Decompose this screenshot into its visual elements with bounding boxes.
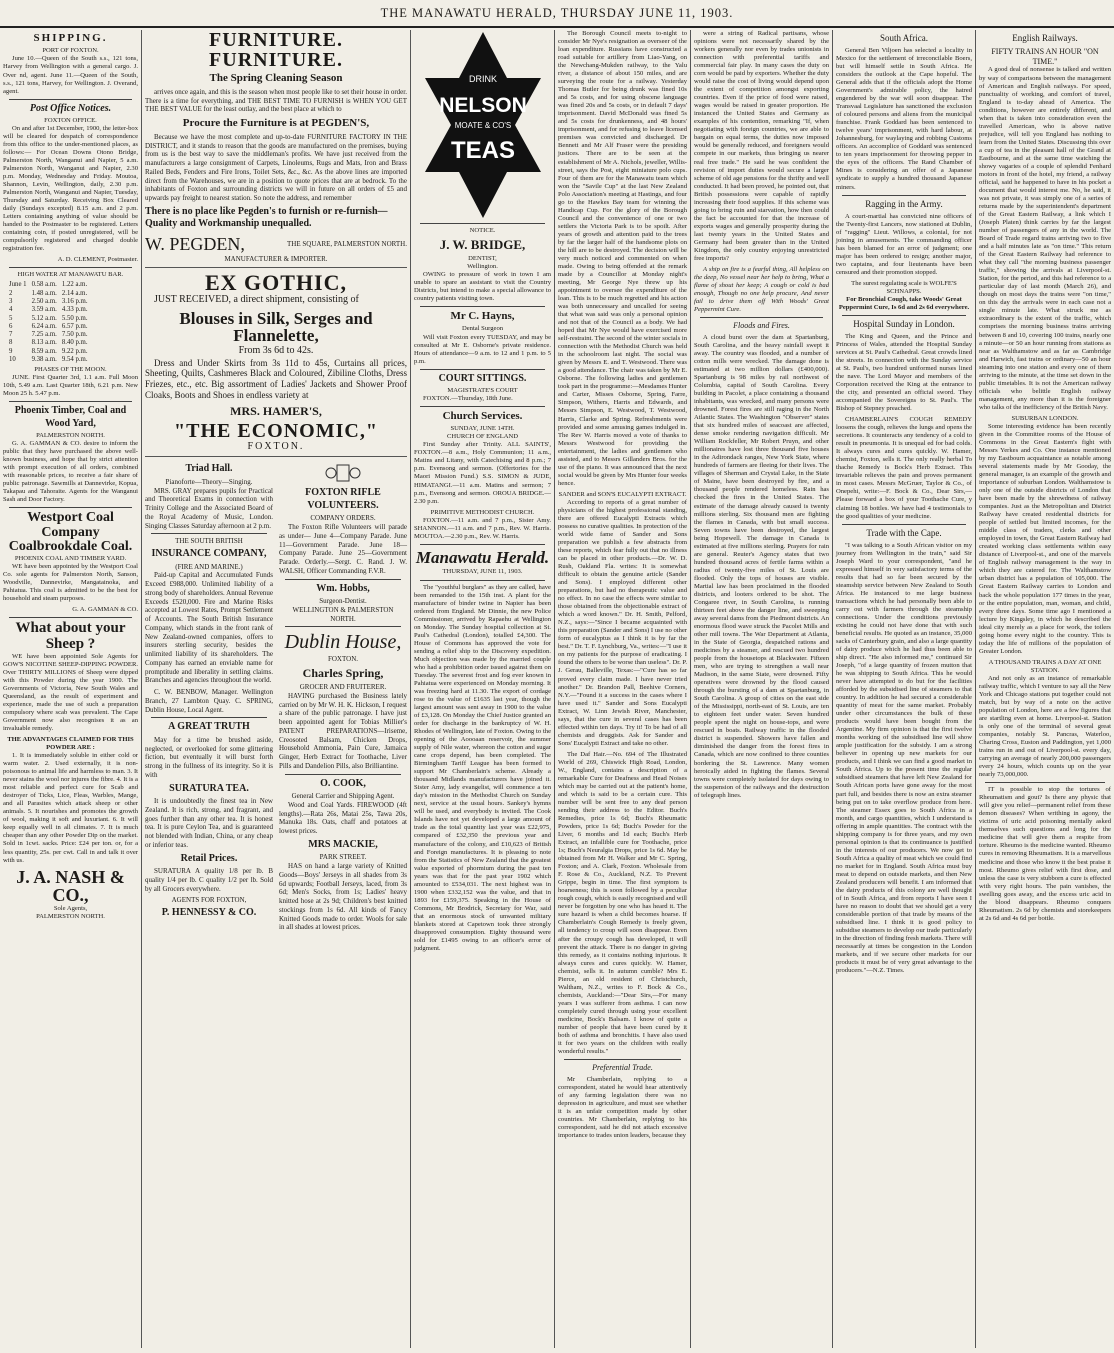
tea-nelson: NELSON: [438, 94, 527, 117]
insurance-heading: THE SOUTH BRITISH: [175, 537, 243, 546]
church-subheading: CHURCH OF ENGLAND: [446, 433, 519, 441]
hayns-name: Mr C. Hayns,: [450, 310, 515, 323]
suratura-text: It is undoubtedly the finest tea in New Zealand. It is rich, strong, and fragrant, and goes further than any other tea. It is honest tea. It is pure Ceylon Tea, and is guaranteed not blended with Indian, China, or any cheap or inferior teas.: [145, 797, 273, 849]
south-africa-heading: South Africa.: [880, 33, 928, 43]
timber-text: G. A. GAMMAN & CO. desire to inform the public that they have purchased the above well-known business, and hope that by strict attention with prompt execution of all orders, combined with reasonable prices, to receive a fair share of public patronage. Sawmills at Dannevirke, Kopua, Takapau and Tahoraite. Agents for the Wanganui Sash and Door Factory.: [3, 439, 138, 503]
blouses-price: From 3s 6d to 42s.: [238, 345, 314, 357]
mackie-subheading: PARK STREET.: [319, 853, 367, 862]
tide-cell: 7: [9, 331, 13, 339]
nash-subheading: Sole Agents,: [53, 905, 88, 913]
local-news-text: The Borough Council meets to-night to consider Mr Nye's resignation as overseer of the loan expenditure. Russians have constructed a road suitable for artillery from Liao-Yang, on the Newchang-Mukden railway, to the Yalu river, a distance of about 150 miles, and are surveying the route for a railway. Yesterday Thomas Butler for being drunk was fined 10s and 5s costs, and for using obscene language was fined 20s and 5s costs, or in default 7 days' imprisonment. David McDonald was fined 5s and 5s costs for drunkenness, and 48 hours' imprisonment, and for refusing to leave licensed premises was convicted and discharged. Dr Bennett and Mr Alf Fraser were the presiding justices. There are to be seen at the establishment of Mr A. Nichols, jeweller, Willis-street, says the Post, eight miniature polo cups. Four of them are for the Manawatu team which won the "Savile Cup" at the last New Zealand Polo Association's meeting at Hastings, and four go to the Hawkes Bay team for winning the Handicap Cup. For the glory of the Borough Council and the convenience of one or two settlers the Victoria Park is to be spoilt. After years of growth and attention paid to the trees by far the larger half of the handsome plots on the hill are to be destroyed. The decision will be very much noticed and commented on when made. Owing to being offended at the remark made by a Councillor at Monday night's meeting, Mr George Nye threw up his appointment to oversee the expenditure of the loan. This is to be much regretted and his action was both unnecessary and uncalled for seeing that what was said was only a personal opinion and not that of the Council as a body. We had hoped that Mr Nye would have exercised more self-restraint. The second of the winter socials in connection with the Methodist Church was held in the schoolroom last night. The social was given by Messrs E. and T. Westwood. There was a good attendance. The chair was taken by Mr E. Osborne. The following ladies and gentlemen took part in the programme:—Mesdames Hunter and Carter, Misses Osborne, Spring, Farre, Simpson, Withers, Harris and Edwards, and Messrs Simpson, E. Westwood, T. Westwood, Harris, Clarke and Spring. Refreshments were provided and some amusing games indulged in. The Rev W. Harris moved a vote of thanks to Messrs Westwood for providing the entertainment, the ladies and gentlemen who assisted, and to Messrs Gillanders Bros. for the use of the piano. It was announced that the next social would be given by Mrs Hunter four weeks hence.: [558, 30, 687, 487]
dublin-heading: Dublin House,: [284, 631, 402, 654]
cape-text: "I was talking to a South African visitor on my journey from Wellington in the train," said Sir Joseph Ward to your correspondent, "and he expressed himself in very satisfactory terms of the results that had so far been secured by the steamship service between New Zealand to South Africa. He instanced to me large business transactions which he had personally been able to carry out with farmers through the steamship connections. Under the conditions previously existing he could not have done that with such beneficial results. He quoted as an instance, 35,000 sacks of Canterbury grain, and also a large quantity of dairy produce which he had thus been able to ship direct. "He also informed me," continued Sir Joseph, "of a large quantity of frozen mutton that he was shipping to South Africa. This he would never have attempted to do but for the facilities afforded by the subsidised line of steamers to that country. In addition he had secured a considerable quantity of meat for the same market. Probably under other circumstances the bulk of these products would have been bought from the Argentine. My firm opinion is that the first twelve months working of the subsidised line will show ample justification for the subsidy. I am a strong believer in opening up new markets for our products, and I think we can find a good market in South Africa. Up to the present time the regular subsidised steamers that have left New Zealand for South African ports have gone away for the most part full, and besides there is now an extra steamer being put on to take overflow produce from here. The steamer Essex goes to South Africa in a month, and cargo quantities, which I understand is offering in ample quantities. The contract with the shipping company is for three years, and my own personal opinion is that its continuance is justified in the interests of our producers. We now get to South Africa a quality of meat which we could find no market for in England. South Africa must buy meat to depend on outside markets, and then New Zealand producers will benefit. I am informed that the dairy products of this colony are well thought of in South Africa, and from reports I have seen I have no reason to doubt that we should get a very considerable portion of that trade by means of the subsidised line. I think it is good policy to subsidise steamers to develop our trade particularly in the direction of finding fresh markets. There will necessarily at times be congestion in the London markets, and if we secure other markets for our products it must be of very great advantage to the producers."—N.Z. Times.: [836, 541, 972, 975]
tide-cell: 8.59 a.m.: [31, 347, 57, 355]
triad-subheading: Pianoforte—Theory—Singing.: [165, 477, 253, 486]
tide-row: [9, 298, 93, 306]
bridge-place: Wellington.: [467, 262, 498, 270]
nash-place: PALMERSTON NORTH.: [36, 913, 105, 921]
tide-cell: 0.58 a.m.: [31, 281, 57, 289]
wolfe-text: The surest regulating scale is WOLFE'S SCHNAPPS.: [851, 279, 957, 295]
rifle-heading: FOXTON RIFLE VOLUNTEERS.: [305, 487, 381, 511]
column-7: [976, 30, 1114, 1348]
shipping-subheading: PORT OF FOXTON.: [42, 47, 99, 55]
economic-place: FOXTON.: [247, 440, 305, 452]
cook-heading: O. COOK,: [320, 777, 366, 789]
retail-text: SURATURA A quality 1/8 per lb. B quality 1/4 per lb. C quality 1/2 per lb. Sold by all Grocers everywhere.: [145, 867, 273, 893]
dublin-place: FOXTON.: [327, 655, 358, 664]
rheumo-text: IT is possible to stop the tortures of Rheumatism and gout? Is there any physic that will give you relief—permanent relief from these demon diseases? When writhing in agony, the victims of uric acid poisoning mentally asked themselves such questions and long for the medicine that will give them a respite from torture. Rheumo is the medicine wanted. Rheumo cures in removing Rheumatism. It is a marvellous medicine and those who know it the best praise it most. Rheumo gives relief with first dose, and unless the case is very stubborn a cure is effected with very right hours. The pain vanishes, the swelling goes away, and the excess uric acid in the blood disappears. Rheumo conquers Rheumatism. 2s 6d by chemists and storekeepers at 2s 6d and 4s 6d per bottle.: [979, 786, 1111, 922]
column-3: [411, 30, 554, 1348]
hobbs-place: WELLINGTON & PALMERSTON NORTH.: [292, 605, 394, 623]
remedies-text: The Daf Hair.—No. 694 of The Illustrated World of 269, Chiswick High Road, London, W., England, contains a description of a remarkable Cure for Deafness and Head Noises which may be carried out at the patient's home, and which is said to be a certain cure. This number will be sent free to any deaf person sending their address to the Editor. Buch's Remedies, price 1s 6d; Buch's Rheumatic Powders, price 1s 6d; Buch's Powder for the Liver, 6 months and 1d each; Buch's Herb Extract, an infallible cure for Toothache, price 1s; Buch's Neuralgia Drops, price 1s 6d. May be obtained from Mr H. Walker and Mr C. Spring, Foxton; and A. Clark, Foxton. Wholesale from F. Rose & Co., Auckland, N.Z. To Prevent Grippe, begin in time. The first symptom is hoarseness; this is soon followed by a peculiar rough cough, which is easily recognised and will never be forgotten by one who has heard it. The sure hazard is when a child becomes hoarse. If Chamberlain's Cough Remedy is freely given, all tendency to croup will soon disappear. Even after the croupy cough has developed, it will prevent the attack. There is no danger in giving this remedy, as it contains nothing injurious. It always cures and cures quickly. W. Hamer, chemist, sells it. In autumn cumble? Mrs E. Pierce, an old resident of Christchurch, Waltham, N.Z., writes to F. Bock & Co., chemists, Auckland:—"Dear Sirs,—For many years I was sufferer from asthma. I can now completely cured through using your excellent medicine, Bock's Balsam. I know of quite a number of people that have been cured by it both of asthma and bronchitis. I have also used it for two years on the children with really wonderful results.": [558, 750, 687, 1055]
tide-cell: 2: [9, 289, 13, 297]
cough-remedy-text: CHAMBERLAIN'S COUGH REMEDY loosens the cough, relieves the lungs and opens the secretions. It counteracts any tendency of a cold to result in pneumonia. It is unequal ed for bad colds. It always cures and cures quickly. W. Hamer, chemist, Foxton, sells it. The only really herbal To thache Remedy is Bock's Herb Extract. This invariable relieves the pain and proves permanent in most cases. Messrs McGruer, Taylor & Co., of Onepehi, write:—F. Bock & Co., Dear Sirs,—Please forward a box of your Toothache Cure, y claiming 18 bottles. We have had 4 testimonials to the good qualities of your medicine.: [836, 416, 972, 520]
mackie-text: HAS on hand a large variety of Knitted Goods—Boys' Jerseys in all shades from 3s 6d upwards; Football Jerseys, laced, from 3s 6d; Men's Socks, from 1s; Ladies' heavy knitted hose at 2s 9d; Children's best knitted stockings from 1s 6d. All kinds of Fancy Knitted Goods made to order. Wools for sale in all shades at lowest prices.: [279, 862, 407, 932]
coal-heading-2: Coalbrookdale Coal.: [8, 539, 133, 555]
tide-row: [9, 339, 93, 347]
shipping-heading: SHIPPING.: [33, 32, 108, 44]
economic-heading: "THE ECONOMIC,": [174, 419, 378, 442]
cape-heading: Trade with the Cape.: [866, 527, 942, 538]
methodist-heading: PRIMITIVE METHODIST CHURCH.: [430, 508, 535, 516]
railways-subheading: FIFTY TRAINS AN HOUR "ON TIME.": [991, 46, 1099, 66]
preferential-text: Mr Chamberlain, replying to a correspondent, stated he would hear attentively of any farming legislation there was no depression in agriculture, and must see whether it is an unfair competition made by other countries. Mr Chamberlain, replying to his correspondent, said he did not attach excessive importance to trades union leaders, because they: [558, 1075, 687, 1139]
tide-cell: 8.13 a.m.: [31, 339, 57, 347]
tide-cell: 5.50 p.m.: [61, 314, 88, 322]
hamer-name: MRS. HAMER'S,: [230, 403, 322, 418]
furniture-subheading: The Spring Cleaning Season: [209, 72, 343, 84]
masthead: THE MANAWATU HERALD, THURSDAY JUNE 11, 1903.: [0, 0, 1114, 28]
tide-cell: 9.38 a.m.: [31, 355, 57, 363]
tide-row: [9, 356, 93, 364]
tide-row: [9, 306, 93, 314]
south-africa-text: General Ben Viljoen has selected a locality in Mexico for the settlement of irreconcilable Boers, but will himself settle in South Africa. He considers the outlook at the Cape hopeful. The General adds that if the officials adopt the Home Government's admirable policy, the hatred engendered by the war will soon disappear. The Transvaal Legislature has sanctioned the exclusion of coloured persons and aliens from the municipal franchise. Frank Goddard has been sentenced to twelve years' imprisonment, with hard labour, at Johannesburg, for waylaying and robbing Customs officers. An accomplice of Goddard was sentenced to ten years imprisonment for throwing pepper in the eyes of the officers. The Rand Chamber of Mines is considering an offer of a Japanese syndicate to supply a hundred thousand Japanese miners.: [836, 46, 972, 191]
suratura-heading: SURATURA TEA.: [169, 782, 249, 794]
furniture-heading: FURNITURE. FURNITURE.: [209, 30, 343, 71]
floods-heading: Floods and Fires.: [733, 321, 790, 331]
herald-heading: Manawatu Herald.: [415, 547, 550, 567]
tide-cell: 7.50 p.m.: [61, 331, 88, 339]
tide-row: [9, 281, 93, 289]
insurance-sign: C. W. BENBOW, Manager. Wellington Branch, 27 Lambton Quay. C. SPRING, Dublin House, Local Agent.: [145, 688, 273, 714]
agents-name: P. HENNESSY & CO.: [161, 907, 257, 919]
tide-cell: 3: [9, 297, 13, 305]
court-subheading: MAGISTRATE'S COURT: [447, 386, 518, 394]
cook-text: Wood and Coal Yards. FIREWOOD (4ft lengths).—Rata 26s, Matai 25s, Tawa 20s, Manuka 18s. Oats, chaff and potatoes at lowest prices.: [279, 800, 407, 836]
nash-heading: J. A. NASH & CO.,: [16, 866, 125, 906]
bridge-text: OWING to pressure of work in town I am unable to spare an assistant to visit the Country Districts, but intend to make a special allowance to country patients visiting town.: [414, 270, 551, 303]
advantages-heading: THE ADVANTAGES CLAIMED FOR THIS POWDER ARE :: [7, 736, 134, 752]
hayns-text: Will visit Foxton every TUESDAY, and may be consulted at Mr E. Osborne's private residence. Hours of attendance—9 a.m. to 12 and 1 p.m. to 5 p.m.: [414, 333, 551, 365]
post-office-sign: A. D. CLEMENT, Postmaster.: [57, 256, 138, 264]
moon-heading: PHASES OF THE MOON.: [34, 366, 107, 374]
coat-of-arms-icon: [323, 461, 363, 485]
nelson-tea-star-logo: [423, 30, 543, 220]
pegden-name: W. PEGDEN,: [145, 233, 245, 254]
tide-cell: 5.12 a.m.: [31, 314, 57, 322]
coal-heading: Westport Coal Company: [27, 509, 114, 540]
coal-text: WE have been appointed by the Westport Coal Co. sole agents for Palmerston North, Sanson, Woodville, Dannevirke, Mangatainoka, and Pahiatua. This coal is admitted to be the best for household and steam purposes.: [3, 563, 138, 603]
triad-text: MRS. GRAY prepares pupils for Practical and Theoretical Exams in connection with Trinity College and the Associated Board of the Royal Academy of Music, London. Singing Classes Saturday afternoon at 2 p.m.: [145, 486, 273, 530]
thousand-text: And not only as an instance of remarkable railway traffic, which I venture to say all the New York and Chicago stations put together could not match, but by way of a note on the active population of London, here are a few figures that are startling even at home. Liverpool-st. Station is only one of the terminal of several great companies, notably St. Pancras, Waterloo, Charing Cross, Euston and Paddington, yet 1,000 trains run in and out of Liverpool-st. every day, carrying an average of nearly 200,000 passengers every 24 hours, which counts up on the year nearly 73,000,000.: [979, 674, 1111, 779]
agents-heading: AGENTS FOR FOXTON,: [171, 896, 247, 905]
tea-drink: DRINK: [468, 74, 497, 84]
cook-subheading: General Carrier and Shipping Agent.: [291, 792, 395, 801]
insurance-subheading: (FIRE AND MARINE.): [175, 562, 243, 571]
coal-subheading: PHOENIX COAL AND TIMBER YARD.: [14, 555, 127, 563]
hayns-role: Dental Surgeon: [461, 325, 504, 333]
tea-teas: TEAS: [450, 137, 515, 164]
column-6: [833, 30, 975, 1348]
thousand-heading: A THOUSAND TRAINS A DAY AT ONE STATION.: [988, 658, 1102, 674]
rifle-subheading: COMPANY ORDERS.: [310, 514, 376, 523]
tide-cell: 1.22 a.m.: [61, 281, 88, 289]
coal-sign: G. A. GAMMAN & CO.: [72, 606, 138, 614]
tide-cell: 4: [9, 306, 13, 314]
floods-text: A cloud burst over the dam at Spartanburg, South Carolina, and the heavy rainfall swept it away. The country was flooded, and a number of cotton mills were wrecked. The damage done is estimated at two million dollars (£400,000). Spartanburg is 98 miles by rail northwest of Columbia, capital of South Carolina. Every building in Pacolet, a place containing a thousand inhabitants, was wrecked, and many persons were drowned. Forest fires are still raging in the North Atlantic States. The Washington "Observer" states that six hundred miles of seacoast are affected, dense smoke rendering navigation difficult. Mr William Rockfeller, Mr Robert Pruyn, and other millionaires have lost three thousand five houses in the Adirondack ranges, New York State, where hundreds of farmers are fleeing for their lives. The villages of Sherman and Crystal Lake, in the State of Maine, have been destroyed by fire, and a thousand people rendered homeless. Rain has checked the fires in the United States. The estimate of the damage already caused is twenty millions sterling. Six thousand men are fighting the flames in Canada, with but small success. Seven towns have been destroyed, the largest being Hopewell. The damage in Canada is estimated at five millions sterling. Prayers for rain are general. Reuter's Agency states that two hundred thousand acres of fertile farms within a radius of twenty-five miles of St. Louis are flooded. Only the tops of houses are visible. Martial law has been proclaimed in the flooded districts, and looters ordered to be shot. The Congaree river, in South Carolina, is running thirteen feet above the danger line, and sweeping away several dams from the Piedmont districts. An enormous flood wave struck the Pacolet Mills and other mill towns. The War Department at Atlanta, in the State of Georgia, despatched rations and medicines by a steamer, and rescued two hundred people from the housetops at Blackwater. Fifteen men, who are trying to strengthen a wall near Madison, in the same State, were drowned. Fifty operatives were drowned by the flood caused through the bursting of a dam at Spartanburg, in South Carolina. A group of cities on the east side of the Mississippi, north-east of St. Louis, are ten to eighteen feet under water. Seven hundred people spent the night on house-tops, and were rescued in boats. Railway traffic in the flooded district is suspended. Showers have fallen and diminished the danger from the forest fires in Canada, which are now confined to three counties bordering the St. Lawrence. Many women heroically aided in fighting the flames. Several towns were completely isolated for days owing to the suspension of the railways and the destruction of telegraph lines.: [694, 333, 829, 799]
retail-heading: Retail Prices.: [180, 852, 238, 864]
railways-text: A good deal of nonsense is talked and written by way of comparisons between the management of American and English railways. For speed, punctuality of working, and comfort of travel, England is to-day ahead of America. The conditions, however are entirely different, and when that is taken into consideration even the travelled American, who is above native prejudice, will tell you England has nothing to learn from the United States. Discussing this over a cup of tea in the pleasant hall of the Grand at Eastbourne, and at the same time watching the showy vagaries of a couple of splendid Fenhard motors in front of the hotel, my friend, a railway official, said he happened to have in his pocket a document that would interest me. No, he said, it was not private, it was simply one of a series of returns made by the superintendent's department of the Great Eastern Railway, a link which I (Joseph Platen) think carries by far the largest number of passengers of any in the world. The Board of Trade regard trains arriving two to five and a half minutes late as "on time." This return of the Great Eastern Railway had reference to what they call "the morning business passenger traffic," showing the arrivals at Liverpool-st. Station, for the period, and this had reference to a particular day of last month (March 26), and though on most days the trains were "on time," on this day the arrivals were in each case not a single minute late. What struck me as extraordinary is the extent of the traffic, which comprises the morning business trains arriving between 8 and 10, covering 100 trains, nearly one a minute—or 50 an hour running from stations as near as Walthamstow and as far as Cambridge and Harwich, fast trains or ordinary—50 an hour steaming into one station and every one of them arriving to the minute, at the time set down in the public timetables. It is not the American railway officials who belittle English railway management, any more than it is the foreigner who talks of the inefficiency of the British Navy.: [979, 66, 1111, 411]
tide-cell: 10: [9, 355, 16, 363]
spring-role: GROCER AND FRUITERER.: [299, 683, 387, 692]
tide-cell: 9: [9, 347, 13, 355]
tide-cell: 6: [9, 322, 13, 330]
post-office-subheading: FOXTON OFFICE.: [44, 116, 97, 124]
notice-heading: NOTICE.: [469, 227, 496, 234]
tide-cell: 9.22 p.m.: [61, 347, 88, 355]
column-1: [0, 30, 141, 1348]
advantages-text: 1. It is immediately soluble in either cold or warm water. 2. Used externally, it is non-poisonous to animal life and harmless to man. 3. It never stains the wool nor injures the fibre. 4. It is a most reliable and perfect cure for Scab and destroyer of Ticks, Lice, Fleas, Warbles, Mange, and all Parasites which attack sheep or other animals. 5. It nourishes and promotes the growth of wool, making it soft and luxuriant. 6. It will keep equally well in all climates. 7. It is much cheaper than any other Powder Dip on the market. Sold in 1cwt. sacks. Price: £24 per ton. or, for a less quantity, 25s. per cwt. Call in and talk it over with us.: [3, 752, 138, 864]
tide-cell: 6.24 a.m.: [31, 322, 57, 330]
insurance-text: Paid-up Capital and Accumulated Funds Exceed £988,000. Unlimited liability of a strong body of shareholders. Annual Revenue Exceeds £520,000. Fire and Marine Risks accepted at Lowest Rates, Prompt Settlement of Accounts. The South British Insurance Company, which stands in the front rank of New Zealand-owned companies, offers to insurers sterling security, besides the unlimited liability of its shareholders. The Company has earned an enviable name for promptitude and liberality in settling claims. Branches and agencies throughout the world.: [145, 571, 273, 685]
tide-cell: 6.57 p.m.: [61, 322, 88, 330]
church-text: First Sunday after Trinity. ALL SAINTS', FOXTON.—8 a.m., Holy Communion; 11 a.m., Matins and Litany, with Catechising and 8 p.m.; 7 p.m. Evensong and sermon. (Offertories for the Maori Mission Fund.) S.S. SIMON & JUDE, HIMATANGI.—11 a.m. Matins and sermon; 7 p.m., Evensong and sermon. OROUA BRIDGE.—2.30 p.m.: [414, 441, 551, 505]
church-heading: Church Services.: [442, 409, 523, 422]
post-office-text: On and after 1st December, 1900, the letter-box will be cleared for despatch of correspondence from this office to the under-mentioned places, as follows:— For Ocean Downs Otono Bridge, Palmerston North, Wanganui and Napier, 5 a.m. Palmerston North, Wanganui and Napier, 2.30 p.m. Monday, Wednesday and Friday. Moutoa, Shannon, Levin, Wellington, daily, 2.30 p.m. Palmerston North, Wanganui and Napier, Tuesday, Thursday and Saturday. Receiving Box Cleared daily (Sundays excepted) 8.15 a.m. and 2 p.m. Letters containing anything of value should be handed to the Postmaster to be registered. Letters containing coin, if posted unregistered, will be compulsorily registered and charged double registration fee.: [3, 124, 138, 253]
truth-text: May for a time be brushed aside, neglected, or overlooked for some glittering fiction, but eventually it will burst forth strong in the fullness of its integrity. So it is with: [145, 735, 273, 779]
court-text: FOXTON.—Thursday, 18th June.: [423, 394, 513, 402]
tide-cell: 7.25 a.m.: [31, 331, 57, 339]
tide-cell: 4.33 p.m.: [61, 306, 88, 314]
preferential-heading: Preferential Trade.: [592, 1062, 653, 1072]
tide-cell: 3.16 p.m.: [61, 297, 88, 305]
tide-row: [9, 323, 93, 331]
furniture-procure: Procure the Furniture is at PEGDEN'S,: [182, 117, 370, 129]
furniture-text-2: Because we have the most complete and up-to-date FURNITURE FACTORY IN THE DISTRICT, and it stands to reason that the goods are manufactured on the premises, buying from us is the best way to save the middleman's profits. We have just received from the manufacturers a large consignment of Carpets, Linoleums, Rugs and Mats, Iron and Brass Railed Beds, Fenders and Fire Irons, Toilet Sets, &c., &c. As the above lines are imported direct from the Warehouses, we are in a position to quote prices that are at bedrock. To the inhabitants of Foxton and surrounding districts we will in future on all orders of £5 and upwards pay freight to nearest station. So note the address, and remember: [145, 132, 407, 202]
church-date: SUNDAY, JUNE 14TH.: [450, 425, 515, 433]
insurance-heading-2: INSURANCE COMPANY,: [151, 548, 267, 560]
timber-subheading: PALMERSTON NORTH.: [36, 431, 105, 439]
economic-ad: [145, 272, 407, 457]
column-5: [691, 30, 832, 1348]
blouses-heading: Blouses in Silk, Serges and Flannelette,: [179, 308, 373, 346]
shipping-text: June 10.—Queen of the South s.s., 121 tons, Harvey from Wellington with a general cargo. J. Over nd, agent. June 11.—Queen of the South, s.s., 121 tons, Harvey, for Wellington. J. Overand, agent.: [3, 55, 138, 95]
hospital-heading: Hospital Sunday in London.: [853, 318, 955, 329]
tide-cell: 3.59 a.m.: [31, 306, 57, 314]
verse-text: A ship on fire is a fearful thing, All helpless on the deep, No vessel near her help to bring, What a flame of shout her keep; A cough or cold is bad enough, Though no one help procure, And never fail to drive them off With Woods' Great Peppermint Cure.: [694, 265, 829, 314]
column-2: [142, 30, 410, 1348]
ragging-heading: Ragging in the Army.: [865, 198, 943, 209]
post-office-heading: Post Office Notices.: [29, 102, 112, 114]
sander-text: According to reports of a great number of physicians of the highest professional standing, there are offered Eucalypti Extracts which possess no curative qualities. In protection of the world wide fame of Sander and Sons preparation we publish a few abstracts from these reports, which fear fully out that no illness can be placed in other products.—Dr. W. D. Rush, Oakland Fla. writes: It is somewhat difficult to obtain the genuine article (Sander and Sons). I employed different other preparations, but had no therapeutic value and no effect. In no case the effects were similar to those obtained from the objectionable extract of which a word known." Dr. H. Smith, Pelford, N.Z., says:—"Since I became acquainted with this preparation (Sander and Sons) I use no other form of eucalyptus as I think it is by far the best." Dr. T. F. Lynchburg, Va., writes:—"I use it on my patients for the purpose of eradicating. I found the others to be worse than useless". Dr. P. J. Gerau, Balleville, Texas:—"Cure has so far proved every claim made. I have never tried another." Dr. Brandon Pall, Beehive Corners, N.Y.—"Found it a success in the cases where I have used it." Sander and Sons Eucalypti Extract, W. Linn Jewish River, Manchester, says, that the cure in several cases has been effected within ten days. Try it! To be had of all chemists and druggists. Ask for Sander and Sons' Eucalypti Extract and take no other.: [558, 498, 687, 747]
tide-cell: 8.40 p.m.: [61, 339, 88, 347]
bridge-name: J. W. BRIDGE,: [439, 237, 526, 253]
tide-row: [9, 331, 93, 339]
woods-text: For Bronchial Cough, take Woods' Great Peppermint Cure, Is 6d and 2s 6d everywhere.: [838, 295, 970, 311]
gothic-heading: EX GOTHIC,: [204, 270, 348, 295]
sander-heading: SANDER and SON'S EUCALYPTI EXTRACT.: [558, 490, 687, 498]
tide-table: [9, 281, 93, 364]
railways-heading: English Railways.: [1012, 33, 1078, 43]
pegden-address: THE SQUARE, PALMERSTON NORTH.: [287, 239, 407, 248]
court-heading: COURT SITTINGS.: [438, 372, 527, 384]
tide-cell: 1.48 a.m.: [31, 289, 57, 297]
sheep-text: WE have been appointed Sole Agents for GOW'S NICOTINE SHEEP-DIPPING POWDER. Over THIRTY MILLIONS of Sheep were dipped with this Powder during the year 1900. The Governments of Victoria, New South Wales and Queensland, as the result of experiment and experience, made the use of such a preparation compulsory where scab was prevalent. The Cape Government now also recognises it as an invaluable remedy.: [3, 652, 138, 733]
trade-continued-text: were a string of Radical partisans, whose opinions were not necessarily shared by the workers generally nor even by trades unionists in connection with preferential tariffs and commercial fair play. In many cases the duty on corn would be paid by exporters. Whether the duty would raise the cost of living would depend upon the extent of competition amongst exporting countries. Even if the price of food were raised, wages would be raised in greater proportion. He instanced the United States and Germany as examples of his contention, remarking "If, when negotiating with foreign countries, we are able to bargain on equal terms, the duties now imposed would be generally reduced, and foreigners would compete in our markets, thus bringing us nearer real free trade." He said he was confident the revision of import duties would secure a larger scheme of old age pensions for the thrifty and well conducted. It had been proved, he pointed out, that British possessions were capable of rapidly increasing their food supplies. If this scheme was going to bring ruin and starvation, how then could the fact be accounted for that the increase of exports wages and generally prosperity during the last twenty years in the United States and Germany had been greater than in the United Kingdom, the only country enjoying unrestricted free imports?: [694, 30, 829, 262]
furniture-noplace: There is no place like Pegden's to furnish or re-furnish—Quality and Workmanship unequalled.: [145, 205, 388, 230]
tide-row: [9, 290, 93, 298]
furniture-ad: [145, 30, 407, 268]
pegden-role: MANUFACTURER & IMPORTER.: [224, 255, 328, 264]
herald-date: THURSDAY, JUNE 11, 1903.: [442, 568, 523, 576]
methodist-text: FOXTON.—11 a.m. and 7 p.m., Sister Amy. SHANNON.—11 a.m. and 7 p.m., Rev. W. Harris. MOUTOA.—2.30 p.m., Rev. W. Harris.: [414, 516, 551, 540]
tide-cell: June 1: [9, 281, 27, 289]
column-4: [555, 30, 690, 1348]
tide-cell: 5: [9, 314, 13, 322]
moon-text: JUNE. First Quarter 3rd, 1.1 a.m. Full Moon 10th, 5.49 a.m. Last Quarter 18th, 6.21 p.m. New Moon 25 h. 5.47 p.m.: [3, 374, 138, 398]
spring-name: Charles Spring,: [302, 666, 384, 681]
truth-heading: A GREAT TRUTH: [168, 721, 250, 733]
bridge-role: DENTIST,: [468, 254, 497, 262]
tea-moate: MOATE & CO'S: [454, 121, 511, 130]
blouses-text: Dress and Under Skirts from 3s 11d to 45s, Curtains all prices, Sheeting, Quilts, Cashmeres Black and Coloured, Zibiline Cloths, Dress Friezes, etc., etc. Big assortment of Ladies' Jackets and Shower Proof Cloaks, Boots and Shoes in endless variety at: [145, 357, 407, 401]
hobbs-role: Surgeon-Dentist.: [319, 597, 367, 606]
spring-text: HAVING purchased the Business lately carried on by Mr W. H. K. Hickson, I request a share of the public patronage. I have just been appointed agent for Tobias Millier's PATENT PREPARATIONS—Iriseme, Creosoted Balsam, Chicken Drops, Household Ammonia, Pain Cure, Jamaica Ginger, Herb Extract for Toothache, Liver Pills and Dandelion Pills, also Brilliantine.: [279, 691, 407, 770]
triad-heading: Triad Hall.: [185, 463, 233, 475]
hospital-text: The King and Queen, and the Prince and Princess of Wales, attended the Hospital Sunday services at St. Paul's Cathedral. Great crowds lined the streets. In connection with the Sunday service at St. Paul's, two hundred uniformed nurses lined the nave. The Lord Mayor and members of the Corporation received the King at the entrance to the city, and presented an official sword. They accompanied the Sovereigns to St. Paul's. The Bishop of Stepney preached.: [836, 332, 972, 413]
tide-cell: 2.14 a.m.: [61, 289, 88, 297]
tide-cell: 9.54 p.m.: [61, 355, 88, 363]
tide-cell: 8: [9, 339, 13, 347]
suburban-text: Some interesting evidence has been recently given in the Committee rooms of the House of Commons in the Great Eastern's fight with Messrs Yerkes and Co. One instance mentioned by my Eastbourn acquaintance as notable among several statements made by Mr Gooday, the general manager, is an example of the growth and importance of suburban London. Walthamstow is only one of the outside districts of London that have been made by the shrewdness of railway companies. Just as the Metropolitan and District Railway have created residential districts for people of settled but limited incomes, for the middle class of traders, clerks and other employed in town, the Great Eastern Railway had created working class settlements within easy distance of Liverpool-st., and one of the marvels of English railway management is the way in which they are catered for. The Walthamstow urban district has a population of 105,000. The Great Eastern Railway carries to London and back the whole population 177 times in the year, or the entire population, man, woman, and child, every three days. Some time ago I mentioned a lecture by Kingsley, in which he described the ideal city merely as a place for work, the toilers going home every night to the country. This is today the life of millions of the population of Greater London.: [979, 422, 1111, 655]
rifle-text: The Foxton Rifle Volunteers will parade as under— June 4—Company Parade. June 11—Government Parade. June 18—Company Parade. June 25—Government Parade. Orderly.—Sergt. C. Rand. J. W. WALSH, Officer Commanding F.V.R.: [279, 523, 407, 575]
tide-row: [9, 315, 93, 323]
tide-heading: HIGH WATER AT MANAWATU BAR.: [17, 271, 124, 279]
tide-row: [9, 348, 93, 356]
furniture-text: arrives once again, and this is the season when most people like to set their house in order. There is a time for everything, and THE BEST TIME TO FURNISH is WHEN YOU GET THE BEST VALUE for the least outlay, and the best place at which to: [145, 87, 407, 114]
sheep-heading: What about your Sheep ?: [15, 620, 126, 652]
ragging-text: A court-martial has convicted nine officers of the Twenty-first Lancers, now stationed at Dublin, of "ragging" Lieut. Willows, a colonial, for not joining in amusements. The commanding officer has been blamed for an error of judgment; one major has been ordered to resign; another major, two captains, and four lieutenants have been censured and their promotion stopped.: [836, 212, 972, 276]
mackie-heading: MRS MACKIE,: [308, 838, 378, 850]
suburban-heading: SUBURBAN LONDON.: [1011, 414, 1079, 422]
gothic-text: JUST RECEIVED, a direct shipment, consisting of: [154, 294, 359, 305]
hobbs-name: Wm. Hobbs,: [316, 582, 370, 594]
herald-text: The "youthful burglars" as they are called, have been remanded to the 15th inst. A plant for the manufacture of binder twine in Napier has been ordered from England. Mr Dinnie, the new Police Commissioner, arrived by Rapaehu at Wellington on Monday. The Sunday hospital collection at St. Paul's Cathedral (London), totalled £4,300. The House of Commons has approved the vote for sending a relief ship to the Discovery expedition. Much objection was made by the married couple who had a prohibition order issued against them on Tuesday. The severest frost and fog ever known in Pahiatua were experienced on Monday morning. It was freezing hard at 11.30. The export of cordage rose to the value of £1635 last year, though the largest amount was sent away in 1900 to the value of £3,128. On Monday the Chief Justice granted an order for discharge in the bankruptcy of W. H. Rhodes of Wellington, late of Foxton. Owing to the opening of the Aoooaan reservoir, the summer supply of Nile water, whereon the cotton and sugar cane crops depend, has been completed. The Birmingham Tariff League has been formed to support Mr Chamberlain's scheme. Already a thousand Midlands manufacturers have joined it. Sister Amy, lady evangelist, will commence a ten day's mission in the Methodist Church on Sunday next, service at the usual hours. Sankey's hymns will be used, and everybody is invited. The Cook Islands have not yet developed a large amount of trade as the total quantity last year was £22,975, compared of £32,350 the previous year and manufacture of the colony, and £10,623 of British and Foreign manufactures. It is pleasing to note from the Statistics of New Zealand that the greatest value exported of phormium during the past ten years was that for the past year 1902 which amounted to £534,031. The next highest was in 1900 when £332,152 was the value, and that in 1893 for £159,375. Speaking in the House of Commons, Mr Brodrick, Secretary for War, said that an enormous stock of unwanted military blankets stored at Capetown took three strongly disapproved consumption. Eighty thousand were sold for £1495 owing to an officer's error of judgment.: [414, 583, 551, 952]
tide-cell: 2.50 a.m.: [31, 297, 57, 305]
timber-heading: Phoenix Timber, Coal and Wood Yard,: [14, 405, 127, 429]
